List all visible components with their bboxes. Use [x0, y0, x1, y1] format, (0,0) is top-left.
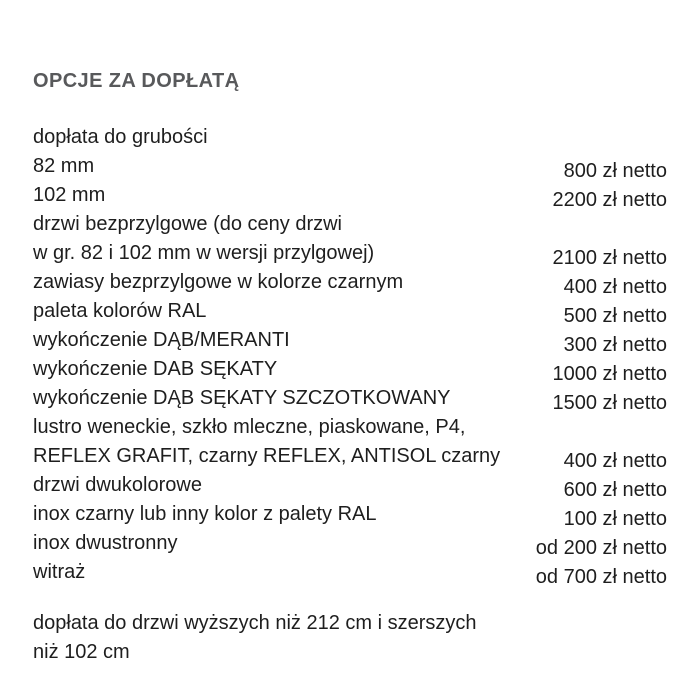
- option-label: dopłata do grubości: [33, 126, 208, 148]
- option-label: w gr. 82 i 102 mm w wersji przylgowej): [33, 242, 375, 264]
- option-price: 1000 zł netto: [552, 363, 667, 385]
- price-list-row: [33, 326, 667, 355]
- option-label: REFLEX GRAFIT, czarny REFLEX, ANTISOL czarny: [33, 445, 501, 467]
- price-list-row: [33, 500, 667, 529]
- option-price: 600 zł netto: [563, 479, 667, 501]
- price-list-row: [33, 181, 667, 210]
- option-price: od 200 zł netto: [535, 537, 667, 559]
- price-list-row: [33, 123, 667, 152]
- option-price: 800 zł netto: [563, 160, 667, 182]
- oversize-surcharge-note-line: dopłata do drzwi wyższych niż 212 cm i szerszych: [33, 612, 477, 634]
- option-label: wykończenie DĄB SĘKATY SZCZOTKOWANY: [33, 387, 451, 409]
- oversize-surcharge-note-line: niż 102 cm: [33, 641, 130, 663]
- option-price: 100 zł netto: [563, 508, 667, 530]
- option-label: zawiasy bezprzylgowe w kolorze czarnym: [33, 271, 404, 293]
- price-list-row: [33, 152, 667, 181]
- option-price: 2200 zł netto: [552, 189, 667, 211]
- page-title: OPCJE ZA DOPŁATĄ: [33, 70, 240, 92]
- price-list-row: [33, 384, 667, 413]
- option-price: 500 zł netto: [563, 305, 667, 327]
- option-label: inox czarny lub inny kolor z palety RAL: [33, 503, 377, 525]
- price-list-row: [33, 355, 667, 384]
- option-label: wykończenie DAB SĘKATY: [33, 358, 278, 380]
- option-label: lustro weneckie, szkło mleczne, piaskowane, P4,: [33, 416, 466, 438]
- price-list: [33, 123, 667, 587]
- option-label: 102 mm: [33, 184, 106, 206]
- price-list-row: [33, 268, 667, 297]
- option-label: 82 mm: [33, 155, 95, 177]
- option-label: drzwi dwukolorowe: [33, 474, 202, 496]
- option-label: drzwi bezprzylgowe (do ceny drzwi: [33, 213, 343, 235]
- option-price: 1500 zł netto: [552, 392, 667, 414]
- option-label: inox dwustronny: [33, 532, 178, 554]
- price-list-row: [33, 529, 667, 558]
- option-price: 2100 zł netto: [552, 247, 667, 269]
- option-price: 300 zł netto: [563, 334, 667, 356]
- option-price: od 700 zł netto: [535, 566, 667, 588]
- option-label: wykończenie DĄB/MERANTI: [33, 329, 290, 351]
- option-label: witraż: [33, 561, 86, 583]
- price-list-row: [33, 297, 667, 326]
- option-label: paleta kolorów RAL: [33, 300, 207, 322]
- option-price: 400 zł netto: [563, 450, 667, 472]
- oversize-surcharge-note: [33, 609, 477, 667]
- option-price: 400 zł netto: [563, 276, 667, 298]
- price-list-row: [33, 442, 667, 471]
- price-list-row: [33, 239, 667, 268]
- price-list-row: [33, 558, 667, 587]
- price-list-row: [33, 471, 667, 500]
